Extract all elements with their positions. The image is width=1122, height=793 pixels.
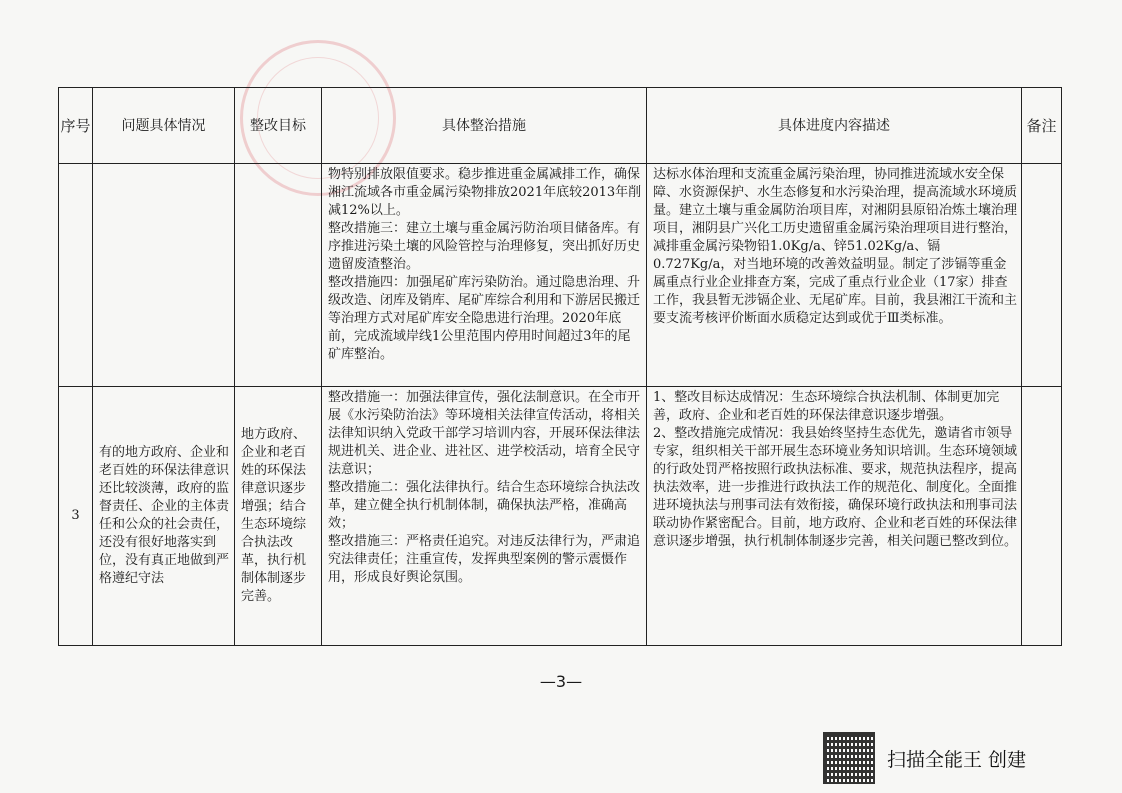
- rectification-table: [58, 87, 1062, 646]
- row1-measure-text: 整改措施四：加强尾矿库污染防治。通过隐患治理、升级改造、闭库及销库、尾矿库综合利用和下游居民搬迁等治理方式对尾矿库安全隐患进行治理。2020年底前，完成流域岸线1公里范围内停用时间超过3年的尾矿库整治。: [328, 275, 641, 362]
- row2-progress-cell: [647, 387, 1022, 646]
- page-number: —3—: [539, 672, 583, 691]
- row2-no-cell: [59, 387, 93, 646]
- row2-measure-text: 整改措施一：加强法律宣传，强化法制意识。在全市开展《水污染防治法》等环境相关法律宣传活动，将相关法律知识纳入党政干部学习培训内容，开展环保法律法规进机关、进企业、进社区、进学校活动，培育全民守法意识；: [328, 390, 641, 477]
- table-header-row: [59, 88, 1062, 164]
- row1-goal-cell: [235, 164, 322, 387]
- row1-progress-text: 达标水体治理和支流重金属污染治理，协同推进流域水安全保障、水资源保护、水生态修复和水污染治理，提高流域水环境质量。建立土壤与重金属防治项目库，对湘阴县原铅冶炼土壤治理项目，湘阴县广兴化工历史遗留重金属污染治理项目进行整治，减排重金属污染物铅1.0Kg/a、锌51.02Kg/a、镉0.727Kg/a，对当地环境的改善效益明显。制定了涉镉等重金属重点行业企业排查方案，完成了重点行业企业（17家）排查工作，我县暂无涉镉企业、无尾矿库。目前，我县湘江干流和主要支流考核评价断面水质稳定达到或优于Ⅲ类标准。: [653, 167, 1018, 326]
- row1-issue-cell: [93, 164, 235, 387]
- header-issue: 问题具体情况: [93, 88, 235, 164]
- header-progress: 具体进度内容描述: [647, 88, 1022, 164]
- row2-goal-cell: [235, 387, 322, 646]
- row2-progress-text: 1、整改目标达成情况：生态环境综合执法机制、体制更加完善，政府、企业和老百姓的环保法律意识逐步增强。: [653, 390, 1000, 423]
- header-remark: 备注: [1022, 88, 1062, 164]
- scanner-watermark: [823, 733, 1026, 783]
- row1-progress-cell: [647, 164, 1022, 387]
- row1-measure-text: 物特别排放限值要求。稳步推进重金属减排工作，确保湘江流域各市重金属污染物排放2021年底较2013年削减12%以上。: [328, 167, 642, 218]
- row2-remark-cell: [1022, 387, 1062, 646]
- row2-measure-text: 整改措施三：严格责任追究。对违反法律行为，严肃追究法律责任；注重宣传，发挥典型案例的警示震慑作用，形成良好舆论氛围。: [328, 534, 641, 585]
- row1-no-cell: [59, 164, 93, 387]
- table-row: [59, 387, 1062, 646]
- row2-measure-text: 整改措施二：强化法律执行。结合生态环境综合执法改革，建立健全执行机制体制，确保执法严格，准确高效；: [328, 480, 641, 531]
- row2-measures-cell: [322, 387, 647, 646]
- row-number: 3: [71, 508, 80, 523]
- watermark-text: 扫描全能王 创建: [887, 748, 1027, 771]
- row2-goal-text: 地方政府、企业和老百姓的环保法律意识逐步增强；结合生态环境综合执法改革，执行机制体制逐步完善。: [241, 427, 307, 604]
- qr-code-icon: [823, 732, 875, 784]
- row2-issue-text: 有的地方政府、企业和老百姓的环保法律意识还比较淡薄，政府的监督责任、企业的主体责任和公众的社会责任，还没有很好地落实到位，没有真正地做到严格遵纪守法: [99, 445, 230, 586]
- row1-remark-cell: [1022, 164, 1062, 387]
- row1-measure-text: 整改措施三：建立土壤与重金属污防治项目储备库。有序推进污染土壤的风险管控与治理修复，突出抓好历史遗留废渣整治。: [328, 221, 641, 272]
- row1-measures-cell: [322, 164, 647, 387]
- row2-progress-text: 2、整改措施完成情况：我县始终坚持生态优先，邀请省市领导专家，组织相关干部开展生态环境业务知识培训。生态环境领域的行政处罚严格按照行政执法标准、要求，规范执法程序，提高执法效率，进一步推进行政执法工作的规范化、制度化。全面推进环境执法与刑事司法有效衔接，确保环境行政执法和刑事司法联动协作紧密配合。目前，地方政府、企业和老百姓的环保法律意识逐步增强，执行机制体制逐步完善，相关问题已整改到位。: [653, 426, 1018, 549]
- header-measures: 具体整治措施: [322, 88, 647, 164]
- header-goal: 整改目标: [235, 88, 322, 164]
- header-no: 序号: [59, 88, 93, 164]
- table-row: [59, 164, 1062, 387]
- row2-issue-cell: [93, 387, 235, 646]
